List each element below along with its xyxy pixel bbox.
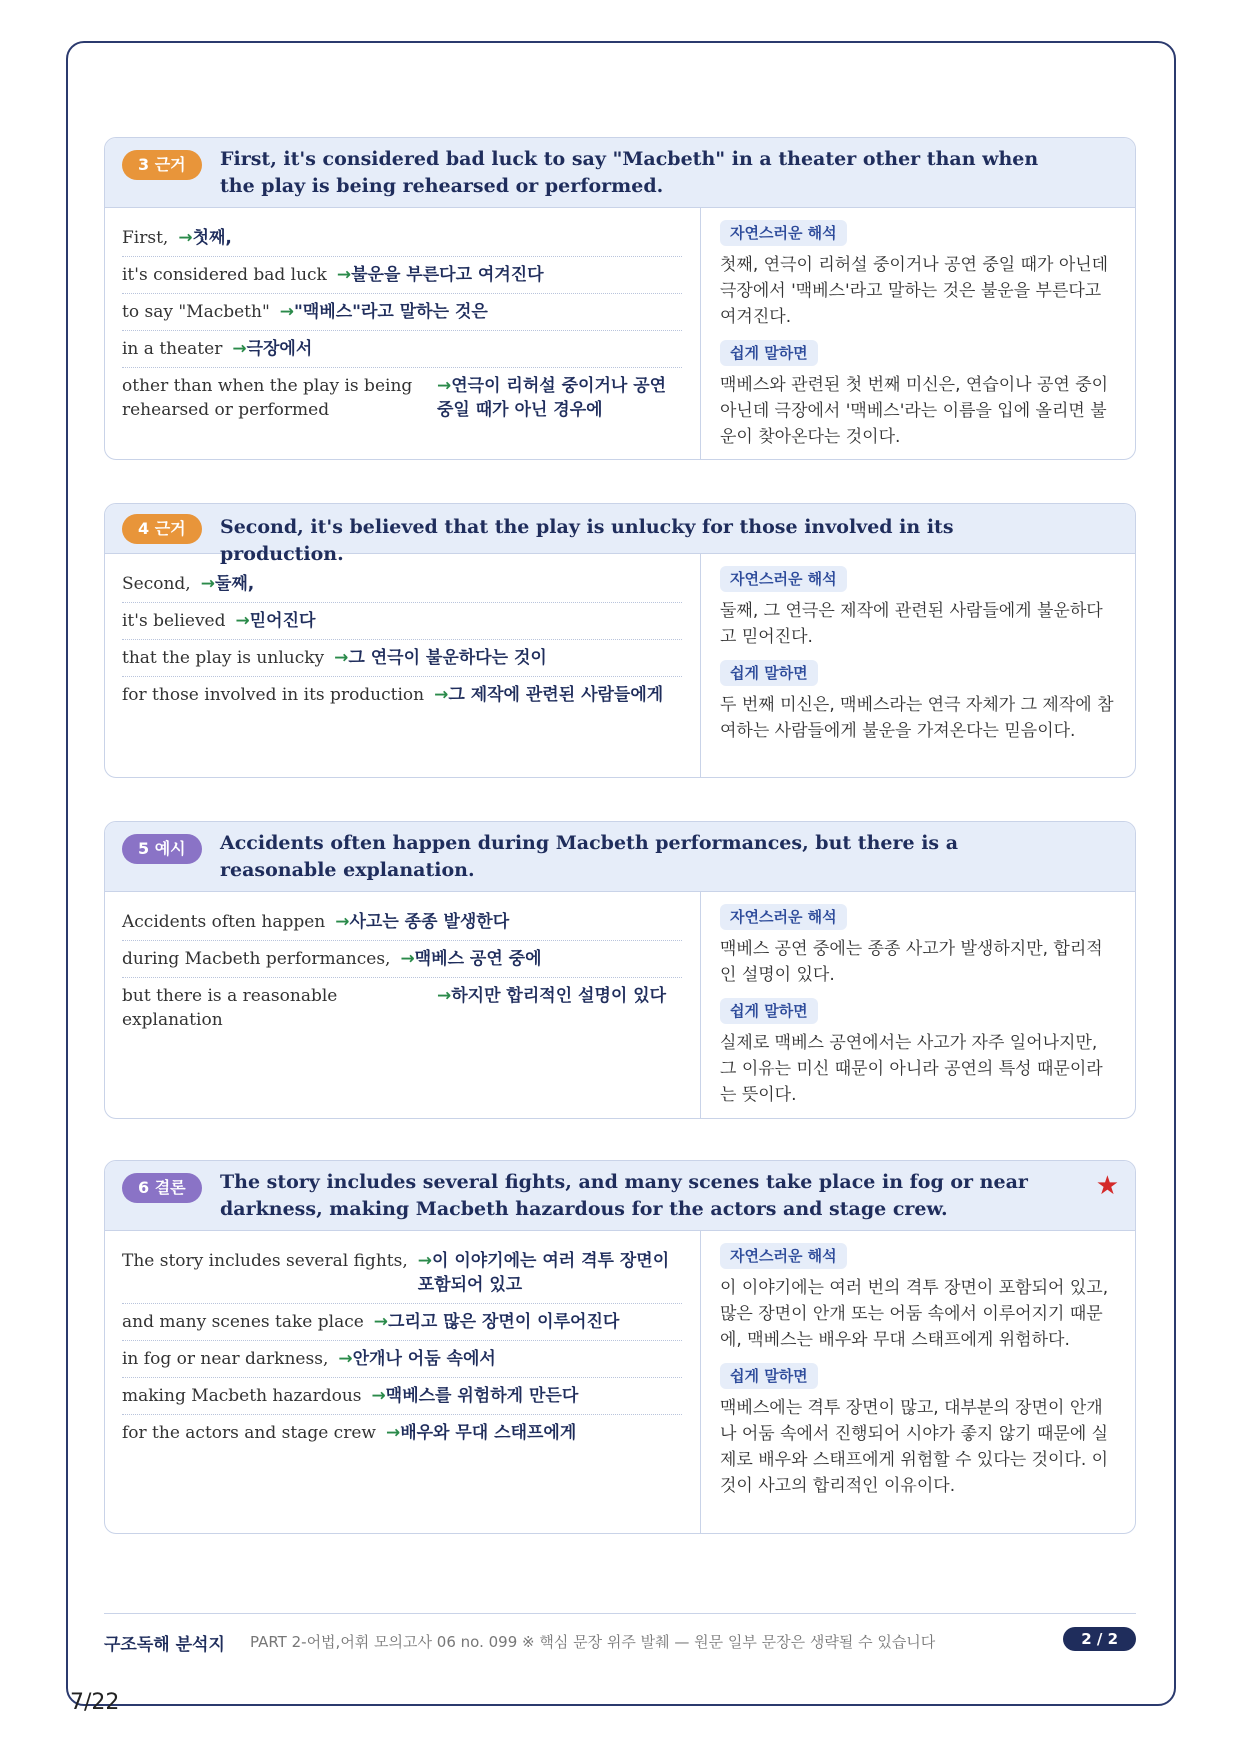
arrow-icon: → — [338, 1349, 353, 1369]
chunk-ko: 믿어진다 — [249, 611, 316, 631]
footer-brand: 구조독해 분석지 — [104, 1635, 225, 1655]
chunk-row — [122, 368, 682, 428]
arrow-icon: → — [385, 1423, 401, 1443]
easy-label: 쉽게 말하면 — [720, 340, 818, 366]
chunk-en: First, — [122, 228, 169, 248]
interpretation-panel — [702, 208, 1135, 459]
arrow-icon: → — [235, 611, 250, 631]
interpretation-panel — [702, 892, 1135, 1118]
natural-label: 자연스러운 해석 — [720, 904, 847, 930]
chunk-row — [122, 941, 682, 978]
easy-explanation: 맥베스와 관련된 첫 번째 미신은, 연습이나 공연 중이 아닌데 극장에서 '맥베스'라는 이름을 입에 올리면 불운이 찾아온다는 것이다. — [720, 375, 1109, 447]
easy-explanation: 맥베스에는 격투 장면이 많고, 대부분의 장면이 안개나 어둠 속에서 진행되어 시야가 좋지 않기 때문에 실제로 배우와 스태프에게 위험할 수 있다는 것이다. 이것이 사고의 합리적인 이유이다. — [720, 1398, 1109, 1496]
chunk-en: to say "Macbeth" — [122, 302, 270, 322]
chunk-en: it's believed — [122, 611, 226, 631]
chunk-row — [122, 566, 682, 603]
chunk-list — [105, 208, 701, 459]
chunk-row — [122, 904, 682, 941]
sentence-text: The story includes several fights, and many scenes take place in fog or near darkness, making Macbeth hazardous for the actors and stage crew. — [220, 1171, 1028, 1220]
easy-explanation: 실제로 맥베스 공연에서는 사고가 자주 일어나지만, 그 이유는 미신 때문이 아니라 공연의 특성 때문이라는 뜻이다. — [720, 1033, 1103, 1105]
arrow-icon: → — [434, 685, 449, 705]
natural-label: 자연스러운 해석 — [720, 1243, 847, 1269]
chunk-list — [105, 1231, 701, 1533]
arrow-icon: → — [437, 376, 452, 396]
chunk-row — [122, 294, 682, 331]
card-header — [105, 504, 1135, 565]
easy-explanation: 두 번째 미신은, 맥베스라는 연극 자체가 그 제작에 참여하는 사람들에게 불운을 가져온다는 믿음이다. — [720, 695, 1114, 741]
chunk-list — [105, 554, 701, 777]
card-header — [105, 138, 1135, 208]
chunk-ko: 불운을 부른다고 여겨진다 — [351, 265, 544, 285]
interpretation-panel — [702, 554, 1135, 777]
chunk-ko: 연극이 리허설 중이거나 공연 중일 때가 아닌 경우에 — [437, 376, 667, 420]
sentence-text: Second, it's believed that the play is unlucky for those involved in its production. — [220, 516, 954, 565]
chunk-ko: 사고는 종종 발생한다 — [349, 912, 510, 932]
chunk-row — [122, 257, 682, 294]
chunk-en: for those involved in its production — [122, 685, 425, 705]
chunk-row — [122, 1304, 682, 1341]
chunk-row — [122, 677, 682, 713]
chunk-row — [122, 220, 682, 257]
section-badge: 5 예시 — [122, 834, 202, 864]
footer-info: PART 2-어법,어휘 모의고사 06 no. 099 ※ 핵심 문장 위주 발췌 — 원문 일부 문장은 생략될 수 있습니다 — [250, 1633, 936, 1651]
page-indicator: 2 / 2 — [1063, 1627, 1136, 1651]
chunk-ko: 맥베스를 위험하게 만든다 — [385, 1386, 579, 1406]
arrow-icon: → — [279, 302, 295, 322]
arrow-icon: → — [336, 265, 352, 285]
arrow-icon: → — [335, 912, 350, 932]
arrow-icon: → — [178, 228, 193, 248]
sentence-card-4 — [104, 503, 1136, 778]
chunk-en: The story includes several fights, — [122, 1251, 408, 1271]
sentence-text: First, it's considered bad luck to say "Macbeth" in a theater other than when the play is being rehearsed or performed. — [220, 148, 1039, 197]
natural-label: 자연스러운 해석 — [720, 566, 847, 592]
sentence-card-5 — [104, 821, 1136, 1119]
chunk-ko: 안개나 어둠 속에서 — [352, 1349, 496, 1369]
section-badge: 3 근거 — [122, 150, 202, 180]
natural-translation: 이 이야기에는 여러 번의 격투 장면이 포함되어 있고, 많은 장면이 안개 또는 어둠 속에서 이루어지기 때문에, 맥베스는 배우와 무대 스태프에게 위험하다. — [720, 1278, 1109, 1350]
chunk-ko: 첫째, — [192, 228, 232, 248]
chunk-row — [122, 1341, 682, 1378]
chunk-ko: 그 제작에 관련된 사람들에게 — [448, 685, 664, 705]
chunk-row — [122, 978, 682, 1038]
sentence-card-3 — [104, 137, 1136, 460]
arrow-icon: → — [232, 339, 247, 359]
chunk-ko: 극장에서 — [246, 339, 313, 359]
chunk-en: for the actors and stage crew — [122, 1423, 376, 1443]
chunk-row — [122, 640, 682, 677]
chunk-en: that the play is unlucky — [122, 648, 325, 668]
chunk-row — [122, 331, 682, 368]
section-badge: 6 결론 — [122, 1173, 202, 1203]
chunk-row — [122, 1243, 682, 1304]
page-number: 7/22 — [70, 1690, 120, 1715]
chunk-en: but there is a reasonable explanation — [122, 986, 338, 1030]
chunk-row — [122, 1415, 682, 1451]
chunk-en: in a theater — [122, 339, 223, 359]
chunk-en: Accidents often happen — [122, 912, 326, 932]
easy-label: 쉽게 말하면 — [720, 660, 818, 686]
chunk-ko: 둘째, — [214, 574, 255, 594]
chunk-en: it's considered bad luck — [122, 265, 327, 285]
card-header — [105, 822, 1135, 892]
chunk-en: making Macbeth hazardous — [122, 1386, 362, 1406]
chunk-en: other than when the play is being rehearsed or performed — [122, 376, 413, 420]
natural-translation: 맥베스 공연 중에는 종종 사고가 발생하지만, 합리적인 설명이 있다. — [720, 939, 1103, 985]
sentence-text: Accidents often happen during Macbeth performances, but there is a reasonable explanation. — [220, 832, 959, 881]
chunk-en: in fog or near darkness, — [122, 1349, 329, 1369]
star-icon: ★ — [1095, 1171, 1119, 1201]
chunk-en: Second, — [122, 574, 191, 594]
arrow-icon: → — [373, 1312, 389, 1332]
chunk-ko: 그리고 많은 장면이 이루어진다 — [388, 1312, 620, 1332]
sentence-card-6 — [104, 1160, 1136, 1534]
chunk-ko: 이 이야기에는 여러 격투 장면이 포함되어 있고 — [417, 1251, 670, 1295]
arrow-icon: → — [371, 1386, 386, 1406]
chunk-row — [122, 1378, 682, 1415]
arrow-icon: → — [437, 986, 452, 1006]
chunk-list — [105, 892, 701, 1118]
page-footer — [104, 1613, 1136, 1661]
arrow-icon: → — [200, 574, 215, 594]
natural-translation: 첫째, 연극이 리허설 중이거나 공연 중일 때가 아닌데 극장에서 '맥베스'라고 말하는 것은 불운을 부른다고 여겨진다. — [720, 255, 1109, 327]
easy-label: 쉽게 말하면 — [720, 1363, 818, 1389]
easy-label: 쉽게 말하면 — [720, 998, 818, 1024]
chunk-ko: 배우와 무대 스태프에게 — [400, 1423, 577, 1443]
chunk-ko: 하지만 합리적인 설명이 있다 — [451, 986, 667, 1006]
card-header — [105, 1161, 1135, 1231]
natural-label: 자연스러운 해석 — [720, 220, 847, 246]
arrow-icon: → — [334, 648, 349, 668]
section-badge: 4 근거 — [122, 514, 202, 544]
chunk-ko: "맥베스"라고 말하는 것은 — [294, 302, 488, 322]
interpretation-panel — [702, 1231, 1135, 1533]
chunk-ko: 맥베스 공연 중에 — [414, 949, 542, 969]
chunk-en: during Macbeth performances, — [122, 949, 391, 969]
natural-translation: 둘째, 그 연극은 제작에 관련된 사람들에게 불운하다고 믿어진다. — [720, 601, 1103, 647]
chunk-en: and many scenes take place — [122, 1312, 364, 1332]
chunk-row — [122, 603, 682, 640]
arrow-icon: → — [417, 1251, 432, 1271]
arrow-icon: → — [400, 949, 415, 969]
chunk-ko: 그 연극이 불운하다는 것이 — [348, 648, 547, 668]
